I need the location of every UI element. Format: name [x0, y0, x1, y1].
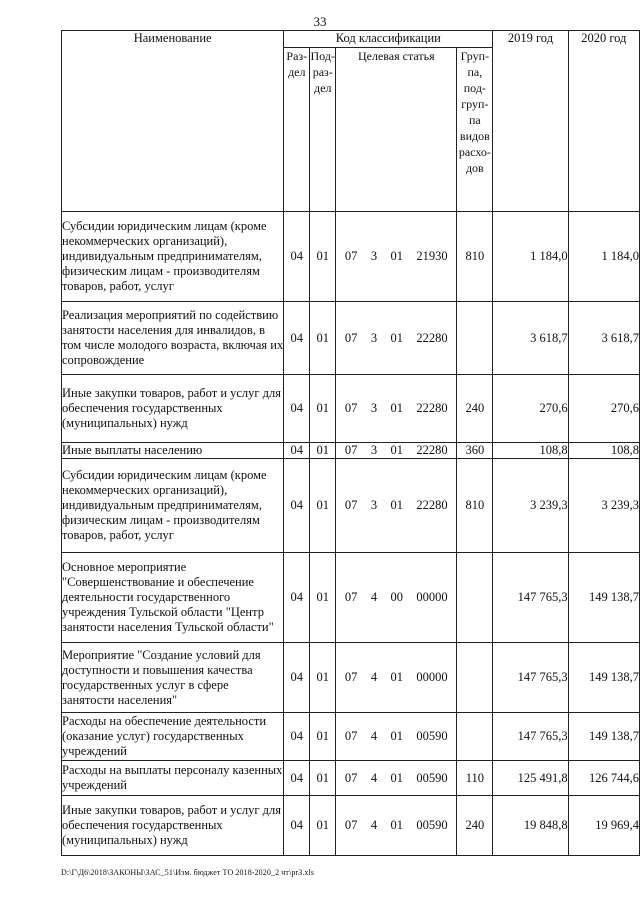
- row-subsection: 01: [310, 643, 336, 713]
- row-2019: 147 765,3: [493, 553, 568, 643]
- row-2020: 19 969,4: [568, 796, 639, 856]
- table-row: [62, 713, 640, 761]
- target-event: 01: [390, 330, 403, 345]
- row-expense-group: 240: [457, 796, 493, 856]
- target-subprogram: 3: [370, 401, 378, 415]
- row-subsection: 01: [310, 796, 336, 856]
- target-program: 07: [344, 249, 358, 263]
- table-row: [62, 553, 640, 643]
- row-expense-group: 810: [457, 212, 493, 302]
- target-subprogram: 4: [370, 818, 378, 832]
- row-target: [336, 713, 457, 761]
- table-row: [62, 459, 640, 553]
- row-2019: 147 765,3: [493, 643, 568, 713]
- target-subprogram: 4: [370, 670, 378, 684]
- row-expense-group: [457, 713, 493, 761]
- row-section: 04: [284, 212, 310, 302]
- row-expense-group: [457, 302, 493, 375]
- row-expense-group: 240: [457, 375, 493, 443]
- target-direction: 00590: [416, 770, 448, 785]
- target-direction: 22280: [416, 401, 448, 415]
- target-direction: 00000: [416, 670, 448, 684]
- target-event: 01: [390, 818, 403, 832]
- row-name: Иные закупки товаров, работ и услуг для обеспечения государственных (муниципальных) нужд: [62, 375, 284, 443]
- table-row: [62, 761, 640, 796]
- target-event: 01: [390, 249, 403, 263]
- row-target: [336, 212, 457, 302]
- row-name: Реализация мероприятий по содействию занятости населения для инвалидов, в том числе молодого возраста, включая их сопровождение: [62, 302, 284, 375]
- row-name: Субсидии юридическим лицам (кроме некоммерческих организаций), индивидуальным предпринимателям, физическим лицам - производителям товаров, работ, услуг: [62, 459, 284, 553]
- target-program: 07: [344, 770, 358, 785]
- target-subprogram: 3: [370, 330, 378, 345]
- target-event: 01: [390, 770, 403, 785]
- target-event: 01: [390, 498, 403, 512]
- target-program: 07: [344, 590, 358, 604]
- row-subsection: 01: [310, 302, 336, 375]
- target-direction: 00590: [416, 729, 448, 743]
- table-row: [62, 212, 640, 302]
- target-direction: 22280: [416, 498, 448, 512]
- file-path-footer: D:\Г\Д6\2018\ЗАКОНЫ\ЗАС_51\Изм. бюджет ТО 2018-2020_2 чт\pr3.xls: [61, 868, 315, 877]
- header-2019: 2019 год: [493, 31, 568, 212]
- row-name: Основное мероприятие "Совершенствование и обеспечение деятельности государственного учреждения Тульской области "Центр занятости населения Тульской области": [62, 553, 284, 643]
- row-2020: 3 239,3: [568, 459, 639, 553]
- row-target: [336, 553, 457, 643]
- table-row: [62, 375, 640, 443]
- target-event: 01: [390, 401, 403, 415]
- row-2019: 1 184,0: [493, 212, 568, 302]
- row-name: Субсидии юридическим лицам (кроме некоммерческих организаций), индивидуальным предпринимателям, физическим лицам - производителям товаров, работ, услуг: [62, 212, 284, 302]
- row-2019: 3 239,3: [493, 459, 568, 553]
- row-section: 04: [284, 761, 310, 796]
- row-subsection: 01: [310, 761, 336, 796]
- row-2020: 108,8: [568, 443, 639, 459]
- target-subprogram: 3: [370, 249, 378, 263]
- row-2020: 270,6: [568, 375, 639, 443]
- target-program: 07: [344, 818, 358, 832]
- target-program: 07: [344, 443, 358, 457]
- target-direction: 00000: [416, 590, 448, 604]
- table-row: [62, 643, 640, 713]
- header-section: Раз-дел: [284, 48, 310, 212]
- target-subprogram: 4: [370, 729, 378, 743]
- row-name: Иные выплаты населению: [62, 443, 284, 459]
- row-target: [336, 375, 457, 443]
- header-name: Наименование: [62, 31, 284, 212]
- row-target: [336, 302, 457, 375]
- row-section: 04: [284, 443, 310, 459]
- row-2020: 149 138,7: [568, 643, 639, 713]
- row-section: 04: [284, 302, 310, 375]
- row-name: Расходы на выплаты персоналу казенных учреждений: [62, 761, 284, 796]
- row-2020: 149 138,7: [568, 713, 639, 761]
- row-expense-group: [457, 553, 493, 643]
- target-event: 00: [390, 590, 403, 604]
- target-subprogram: 4: [370, 770, 378, 785]
- table-row: [62, 443, 640, 459]
- target-program: 07: [344, 330, 358, 345]
- target-subprogram: 4: [370, 590, 378, 604]
- target-direction: 22280: [416, 330, 448, 345]
- header-target: Целевая статья: [336, 48, 457, 212]
- row-expense-group: [457, 643, 493, 713]
- row-target: [336, 796, 457, 856]
- target-event: 01: [390, 670, 403, 684]
- row-2020: 1 184,0: [568, 212, 639, 302]
- row-2020: 3 618,7: [568, 302, 639, 375]
- header-group: Груп-па, под-груп-па видов расхо-дов: [457, 48, 493, 212]
- row-section: 04: [284, 796, 310, 856]
- target-program: 07: [344, 729, 358, 743]
- row-name: Расходы на обеспечение деятельности (оказание услуг) государственных учреждений: [62, 713, 284, 761]
- header-subsection: Под-раз-дел: [310, 48, 336, 212]
- row-2019: 125 491,8: [493, 761, 568, 796]
- target-subprogram: 3: [370, 498, 378, 512]
- row-2019: 147 765,3: [493, 713, 568, 761]
- row-section: 04: [284, 459, 310, 553]
- row-section: 04: [284, 553, 310, 643]
- page-number: 33: [313, 14, 327, 29]
- row-2020: 126 744,6: [568, 761, 639, 796]
- target-program: 07: [344, 498, 358, 512]
- header-2020: 2020 год: [568, 31, 639, 212]
- budget-table: [61, 30, 640, 856]
- row-name: Мероприятие "Создание условий для доступности и повышения качества государственных услуг в сфере занятости населения": [62, 643, 284, 713]
- row-target: [336, 459, 457, 553]
- target-direction: 00590: [416, 818, 448, 832]
- row-section: 04: [284, 713, 310, 761]
- row-target: [336, 443, 457, 459]
- target-direction: 21930: [416, 249, 448, 263]
- target-direction: 22280: [416, 443, 448, 457]
- row-name: Иные закупки товаров, работ и услуг для обеспечения государственных (муниципальных) нужд: [62, 796, 284, 856]
- target-program: 07: [344, 670, 358, 684]
- row-section: 04: [284, 643, 310, 713]
- row-2020: 149 138,7: [568, 553, 639, 643]
- row-subsection: 01: [310, 713, 336, 761]
- target-program: 07: [344, 401, 358, 415]
- table-row: [62, 796, 640, 856]
- row-2019: 3 618,7: [493, 302, 568, 375]
- target-event: 01: [390, 729, 403, 743]
- row-section: 04: [284, 375, 310, 443]
- row-target: [336, 643, 457, 713]
- header-code: Код классификации: [284, 31, 493, 48]
- row-expense-group: 360: [457, 443, 493, 459]
- row-2019: 270,6: [493, 375, 568, 443]
- row-target: [336, 761, 457, 796]
- target-subprogram: 3: [370, 443, 378, 457]
- row-subsection: 01: [310, 443, 336, 459]
- target-event: 01: [390, 443, 403, 457]
- row-2019: 108,8: [493, 443, 568, 459]
- row-expense-group: 810: [457, 459, 493, 553]
- row-subsection: 01: [310, 553, 336, 643]
- row-subsection: 01: [310, 375, 336, 443]
- row-expense-group: 110: [457, 761, 493, 796]
- row-2019: 19 848,8: [493, 796, 568, 856]
- row-subsection: 01: [310, 212, 336, 302]
- row-subsection: 01: [310, 459, 336, 553]
- table-row: [62, 302, 640, 375]
